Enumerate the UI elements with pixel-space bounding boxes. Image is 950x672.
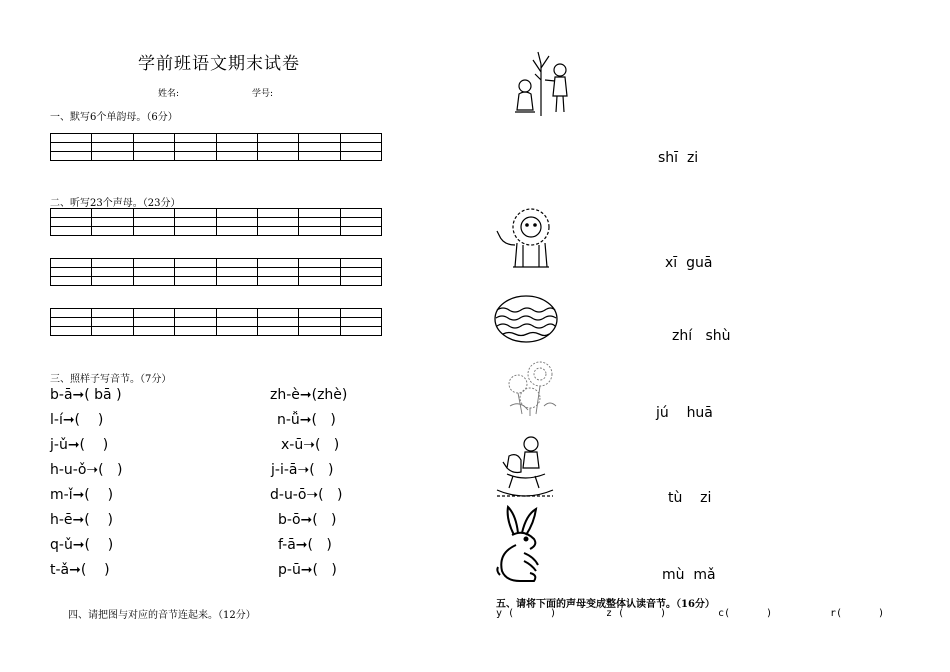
spell-right-2: n-ǚ➞( ) <box>277 412 336 428</box>
chrysanthemum-icon[interactable] <box>500 356 562 418</box>
page-title: 学前班语文期末试卷 <box>138 54 300 74</box>
spell-right-1: zh-è➞(zhè) <box>270 387 348 403</box>
spell-right-7: f-ā➞( ) <box>278 537 332 553</box>
initial-c-blank[interactable]: c( ) <box>718 608 773 619</box>
children-tree-icon[interactable] <box>505 50 575 118</box>
spell-left-4: h-u-ǒ➝( ) <box>50 462 123 478</box>
spell-right-3: x-ū➝( ) <box>281 437 340 453</box>
number-label: 学号: <box>252 89 274 99</box>
spell-right-4: j-i-ā➝( ) <box>271 462 334 478</box>
section-1-heading: 一、默写6个单韵母。（6分） <box>50 112 178 123</box>
section-5-heading: 五、请将下面的声母变成整体认读音节。（16分） <box>496 599 715 610</box>
writing-grid-2[interactable] <box>50 208 382 236</box>
section-4-heading: 四、请把图与对应的音节连起来。（12分） <box>68 610 256 621</box>
section-2-heading: 二、听写23个声母。（23分） <box>50 198 181 209</box>
spell-left-7: q-ǔ➞( ) <box>50 537 114 553</box>
initial-y-blank[interactable]: y ( ) <box>496 608 557 619</box>
name-label: 姓名: <box>158 89 180 99</box>
spell-left-5: m-ǐ➞( ) <box>50 487 114 503</box>
initial-r-blank[interactable]: r( ) <box>830 608 885 619</box>
pinyin-3[interactable]: zhí shù <box>672 328 731 344</box>
lion-icon[interactable] <box>495 205 557 270</box>
pinyin-5[interactable]: tù zi <box>668 490 712 506</box>
pinyin-4[interactable]: jú huā <box>656 405 713 421</box>
watermelon-icon[interactable] <box>493 294 559 344</box>
spell-left-8: t-ǎ➞( ) <box>50 562 110 578</box>
pinyin-1[interactable]: shī zi <box>658 150 699 166</box>
rocking-horse-icon[interactable] <box>495 432 555 502</box>
spell-left-6: h-ē➞( ) <box>50 512 113 528</box>
pinyin-2[interactable]: xī guā <box>665 255 713 271</box>
spell-left-2: l-í➞( ) <box>50 412 104 428</box>
spell-right-8: p-ū➞( ) <box>278 562 337 578</box>
rabbit-icon[interactable] <box>494 505 552 585</box>
spell-left-1: b-ā➞( bā ) <box>50 387 122 403</box>
writing-grid-4[interactable] <box>50 308 382 336</box>
writing-grid-1[interactable] <box>50 133 382 161</box>
writing-grid-3[interactable] <box>50 258 382 286</box>
section-3-heading: 三、照样子写音节。（7分） <box>50 374 172 385</box>
spell-left-3: j-ǔ➞( ) <box>50 437 109 453</box>
initial-z-blank[interactable]: z ( ) <box>606 608 667 619</box>
spell-right-5: d-u-ō➝( ) <box>270 487 343 503</box>
pinyin-6[interactable]: mù mǎ <box>662 567 716 583</box>
spell-right-6: b-ō➞( ) <box>278 512 337 528</box>
